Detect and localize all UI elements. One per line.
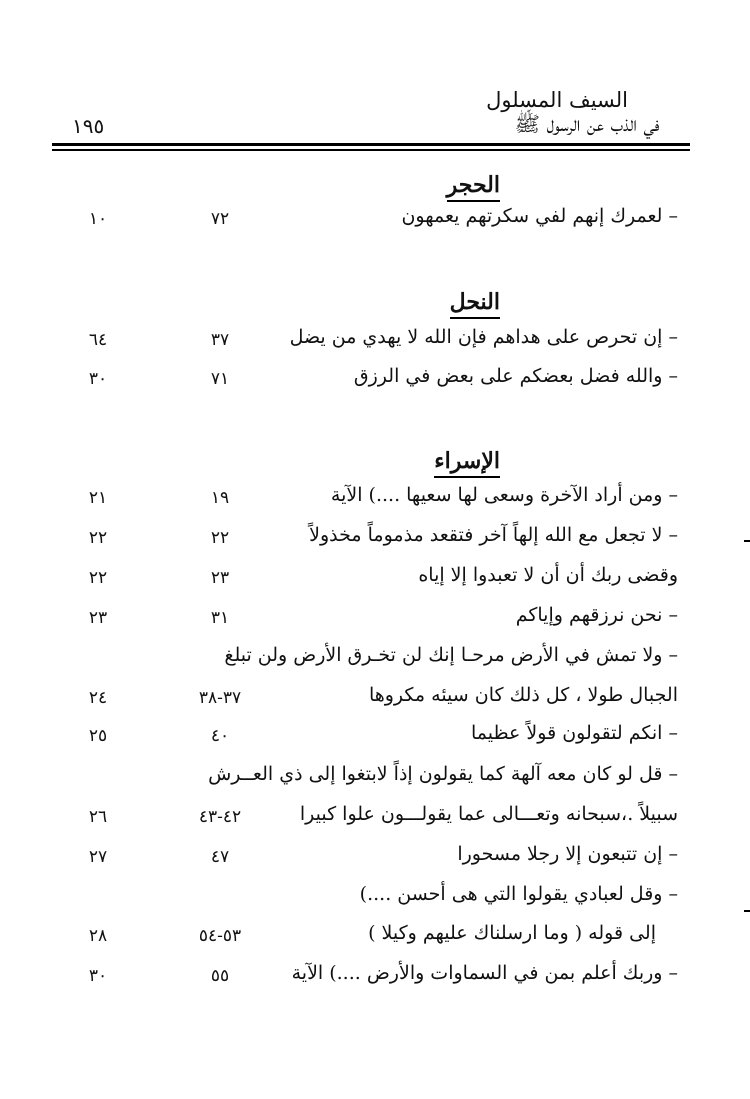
page-ref: ٢٦ [88, 807, 108, 827]
page-ref: ٢٢ [88, 528, 108, 548]
page-ref: ٢٨ [88, 926, 108, 946]
index-row [60, 763, 678, 799]
ayah-number: ٧١ [210, 369, 230, 389]
verse-text: الجبال طولا ، كل ذلك كان سيئه مكروها [368, 684, 678, 706]
verse-text: – ومن أراد الآخرة وسعى لها سعيها ....) الآية [330, 484, 678, 506]
ayah-number: ٤٧ [210, 847, 230, 867]
page-ref: ٦٤ [88, 330, 108, 350]
page-number: ١٩٥ [72, 114, 105, 138]
verse-text: – إن تحرص على هداهم فإن الله لا يهدي من يضل [289, 326, 678, 348]
page-ref: ٢١ [88, 488, 108, 508]
ayah-number: ٤٢-٤٣ [198, 807, 242, 827]
index-row [60, 564, 678, 600]
section-heading-hijr: الحجر [447, 172, 500, 202]
index-row [60, 644, 678, 680]
running-header [486, 88, 688, 136]
section-heading-isra: الإسراء [434, 448, 500, 478]
ayah-number: ٥٣-٥٤ [198, 926, 242, 946]
verse-text: – لعمرك إنهم لفي سكرتهم يعمهون [401, 205, 678, 227]
verse-text: – والله فضل بعضكم على بعض في الرزق [353, 365, 678, 387]
ayah-number: ٣١ [210, 608, 230, 628]
verse-text: – وقل لعبادي يقولوا التي هى أحسن ....) [359, 883, 678, 905]
ayah-number: ١٩ [210, 488, 230, 508]
index-row [60, 205, 678, 241]
header-title-line2: في الذب عن الرسول ﷺ [514, 112, 660, 136]
scan-mark [744, 540, 750, 542]
verse-text: وقضى ربك أن أن لا تعبدوا إلا إياه [418, 564, 678, 586]
header-title-line1: السيف المسلول [486, 88, 628, 112]
page-ref: ٢٣ [88, 608, 108, 628]
page-ref: ٢٥ [88, 726, 108, 746]
page-ref: ٢٤ [88, 688, 108, 708]
page-ref: ٣٠ [88, 369, 108, 389]
index-row [60, 365, 678, 401]
index-row [60, 684, 678, 720]
index-row [60, 962, 678, 998]
ayah-number: ٣٧ [210, 330, 230, 350]
ayah-number: ٥٥ [210, 966, 230, 986]
index-row [60, 803, 678, 839]
verse-text: – نحن نرزقهم وإياكم [515, 604, 678, 626]
header-rule-thick [52, 143, 690, 146]
index-row [60, 484, 678, 520]
ayah-number: ٢٢ [210, 528, 230, 548]
index-row [60, 883, 678, 919]
verse-text: إلى قوله ( وما ارسلناك عليهم وكيلا ) [368, 922, 656, 944]
verse-text: سبيلاً .،سبحانه وتعـــالى عما يقولـــون علوا كبيرا [299, 803, 678, 825]
page-ref: ١٠ [88, 209, 108, 229]
ayah-number: ٢٣ [210, 568, 230, 588]
index-row [60, 722, 678, 758]
page-ref: ٢٢ [88, 568, 108, 588]
verse-text: – لا تجعل مع الله إلهاً آخر فتقعد مذموماً مخذولاً [309, 524, 678, 546]
index-row [60, 843, 678, 879]
verse-text: – ولا تمش في الأرض مرحـا إنك لن تخـرق الأرض ولن تبلغ [224, 644, 678, 666]
verse-text: – إن تتبعون إلا رجلا مسحورا [457, 843, 678, 865]
ayah-number: ٣٧-٣٨ [198, 688, 242, 708]
verse-text: – وربك أعلم بمن في السماوات والأرض ....) الآية [291, 962, 678, 984]
verse-text: – انكم لتقولون قولاً عظيما [470, 722, 678, 744]
index-row [60, 922, 678, 958]
ayah-number: ٧٢ [210, 209, 230, 229]
header-rule-thin [52, 149, 690, 151]
scan-mark [744, 910, 750, 912]
page-ref: ٣٠ [88, 966, 108, 986]
page-ref: ٢٧ [88, 847, 108, 867]
index-row [60, 524, 678, 560]
verse-text: – قل لو كان معه آلهة كما يقولون إذاً لابتغوا إلى ذي العــرش [208, 763, 678, 785]
index-row [60, 604, 678, 640]
section-heading-nahl: النحل [450, 289, 500, 319]
index-row [60, 326, 678, 362]
ayah-number: ٤٠ [210, 726, 230, 746]
